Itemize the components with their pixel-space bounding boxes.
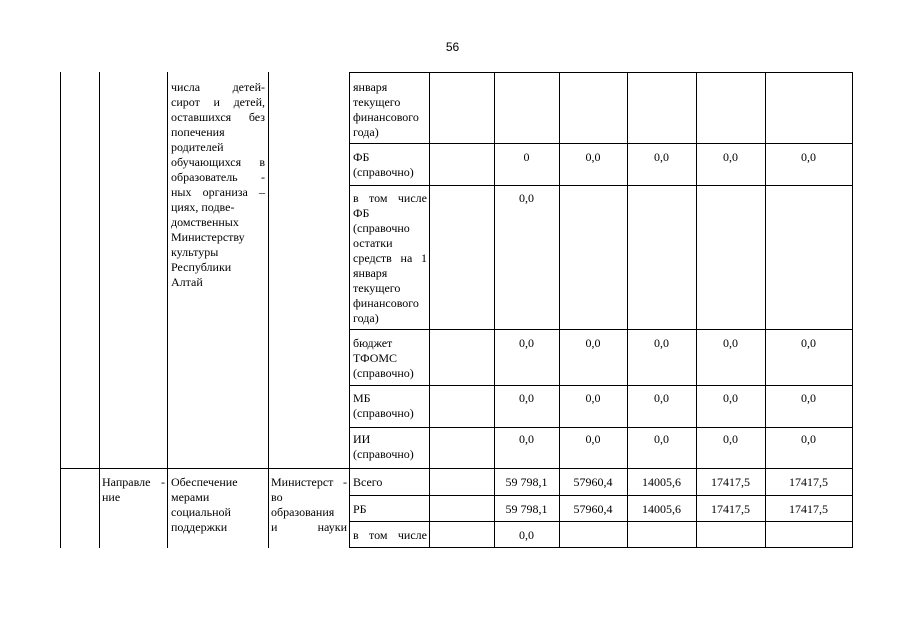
text-line: ФБ <box>353 206 370 220</box>
text-line: культуры <box>171 245 219 259</box>
value-cell: 57960,4 <box>573 502 613 516</box>
value-cell: 0 <box>523 150 530 164</box>
value-cell: 0,0 <box>723 432 738 446</box>
value-cell: 0,0 <box>654 336 669 350</box>
value-cell: 0,0 <box>654 150 669 164</box>
row-line <box>349 143 853 144</box>
text-line: года) <box>353 125 379 139</box>
value-cell: 0,0 <box>723 150 738 164</box>
value-cell: 0,0 <box>519 191 534 205</box>
text-line: финансового <box>353 296 419 310</box>
text-line: оставшихся без <box>171 110 265 124</box>
source-label <box>353 336 427 381</box>
text-line: (справочно) <box>353 366 414 380</box>
text-line: остатки <box>353 236 393 250</box>
text-line: Министерству <box>171 230 245 244</box>
text-line: средств на 1 <box>353 251 427 265</box>
col-line-2 <box>99 72 100 548</box>
text-line: Министерст - <box>271 475 347 489</box>
value-cell: 0,0 <box>801 432 816 446</box>
text-line: и науки <box>271 520 347 534</box>
text-line: (справочно) <box>353 447 414 461</box>
value-cell: 0,0 <box>654 432 669 446</box>
value-cell: 14005,6 <box>642 475 681 489</box>
text-line: попечения <box>171 125 225 139</box>
text-line: текущего <box>353 281 401 295</box>
value-cell: 0,0 <box>801 150 816 164</box>
text-line: ИИ <box>353 432 371 446</box>
row-line <box>349 427 853 428</box>
text-line: во <box>271 490 283 504</box>
row-line <box>349 329 853 330</box>
value-cell: 0,0 <box>654 391 669 405</box>
text-line: января <box>353 266 388 280</box>
text-line: образователь - <box>171 170 265 184</box>
text-line: мерами <box>171 490 210 504</box>
text-line: года) <box>353 311 379 325</box>
value-cell: 17417,5 <box>711 502 750 516</box>
budget-table <box>60 72 853 548</box>
value-cell: 0,0 <box>519 432 534 446</box>
text-line: в том числе <box>353 191 427 205</box>
text-line: ных организа – <box>171 185 265 199</box>
text-line: финансового <box>353 110 419 124</box>
value-cell: 0,0 <box>723 391 738 405</box>
text-line: текущего <box>353 95 401 109</box>
text-line: Обеспечение <box>171 475 238 489</box>
row-line <box>349 385 853 386</box>
source-label <box>353 150 427 180</box>
text-line: сирот и детей, <box>171 95 265 109</box>
text-line: ТФОМС <box>353 351 398 365</box>
text-line: (справочно <box>353 221 410 235</box>
source-label <box>353 391 427 421</box>
value-cell: 0,0 <box>723 336 738 350</box>
text-line: социальной <box>171 505 231 519</box>
value-cell: 59 798,1 <box>505 502 548 516</box>
col-line-3 <box>167 72 168 548</box>
value-cell: 0,0 <box>801 391 816 405</box>
value-cell: 0,0 <box>585 336 601 350</box>
source-label: Всего <box>353 475 383 489</box>
value-cell: 0,0 <box>519 391 534 405</box>
row-line <box>349 521 853 522</box>
value-cell: 0,0 <box>801 336 816 350</box>
text-line: Республики <box>171 260 232 274</box>
measure-description <box>171 475 265 535</box>
value-cell: 17417,5 <box>789 475 828 489</box>
value-cell: 14005,6 <box>642 502 681 516</box>
value-cell: 0,0 <box>585 432 601 446</box>
value-cell: 0,0 <box>585 150 601 164</box>
col-line-1 <box>60 72 61 548</box>
text-line: (справочно) <box>353 406 414 420</box>
text-line: домственных <box>171 215 239 229</box>
source-label <box>353 80 427 140</box>
value-cell: 57960,4 <box>573 475 613 489</box>
text-line: МБ <box>353 391 371 405</box>
value-cell: 0,0 <box>585 391 601 405</box>
text-line: родителей <box>171 140 224 154</box>
text-line: Направле - <box>102 475 165 489</box>
source-label <box>353 432 427 462</box>
value-cell: 0,0 <box>519 336 534 350</box>
item-type <box>102 475 165 505</box>
value-cell: 59 798,1 <box>505 475 548 489</box>
row-line <box>349 185 853 186</box>
source-label: РБ <box>353 502 367 516</box>
text-line: ФБ <box>353 150 370 164</box>
text-line: бюджет <box>353 336 393 350</box>
measure-description <box>171 80 265 290</box>
row-line <box>60 468 853 469</box>
text-line: Алтай <box>171 275 203 289</box>
text-line: обучающихся в <box>171 155 265 169</box>
row-line <box>349 547 853 548</box>
text-line: ние <box>102 490 121 504</box>
page-number: 56 <box>445 40 460 54</box>
col-line-4 <box>268 72 269 548</box>
value-cell: 17417,5 <box>711 475 750 489</box>
value-cell: 17417,5 <box>789 502 828 516</box>
text-line: января <box>353 80 388 94</box>
executor <box>271 475 347 535</box>
source-label: в том числе <box>353 528 427 542</box>
row-line <box>349 72 853 73</box>
source-label <box>353 191 427 326</box>
text-line: образования <box>271 505 335 519</box>
text-line: поддержки <box>171 520 228 534</box>
text-line: циях, подве- <box>171 200 235 214</box>
text-line: (справочно) <box>353 165 414 179</box>
text-line: числа детей- <box>171 80 265 94</box>
value-cell: 0,0 <box>519 528 534 542</box>
row-line <box>349 495 853 496</box>
